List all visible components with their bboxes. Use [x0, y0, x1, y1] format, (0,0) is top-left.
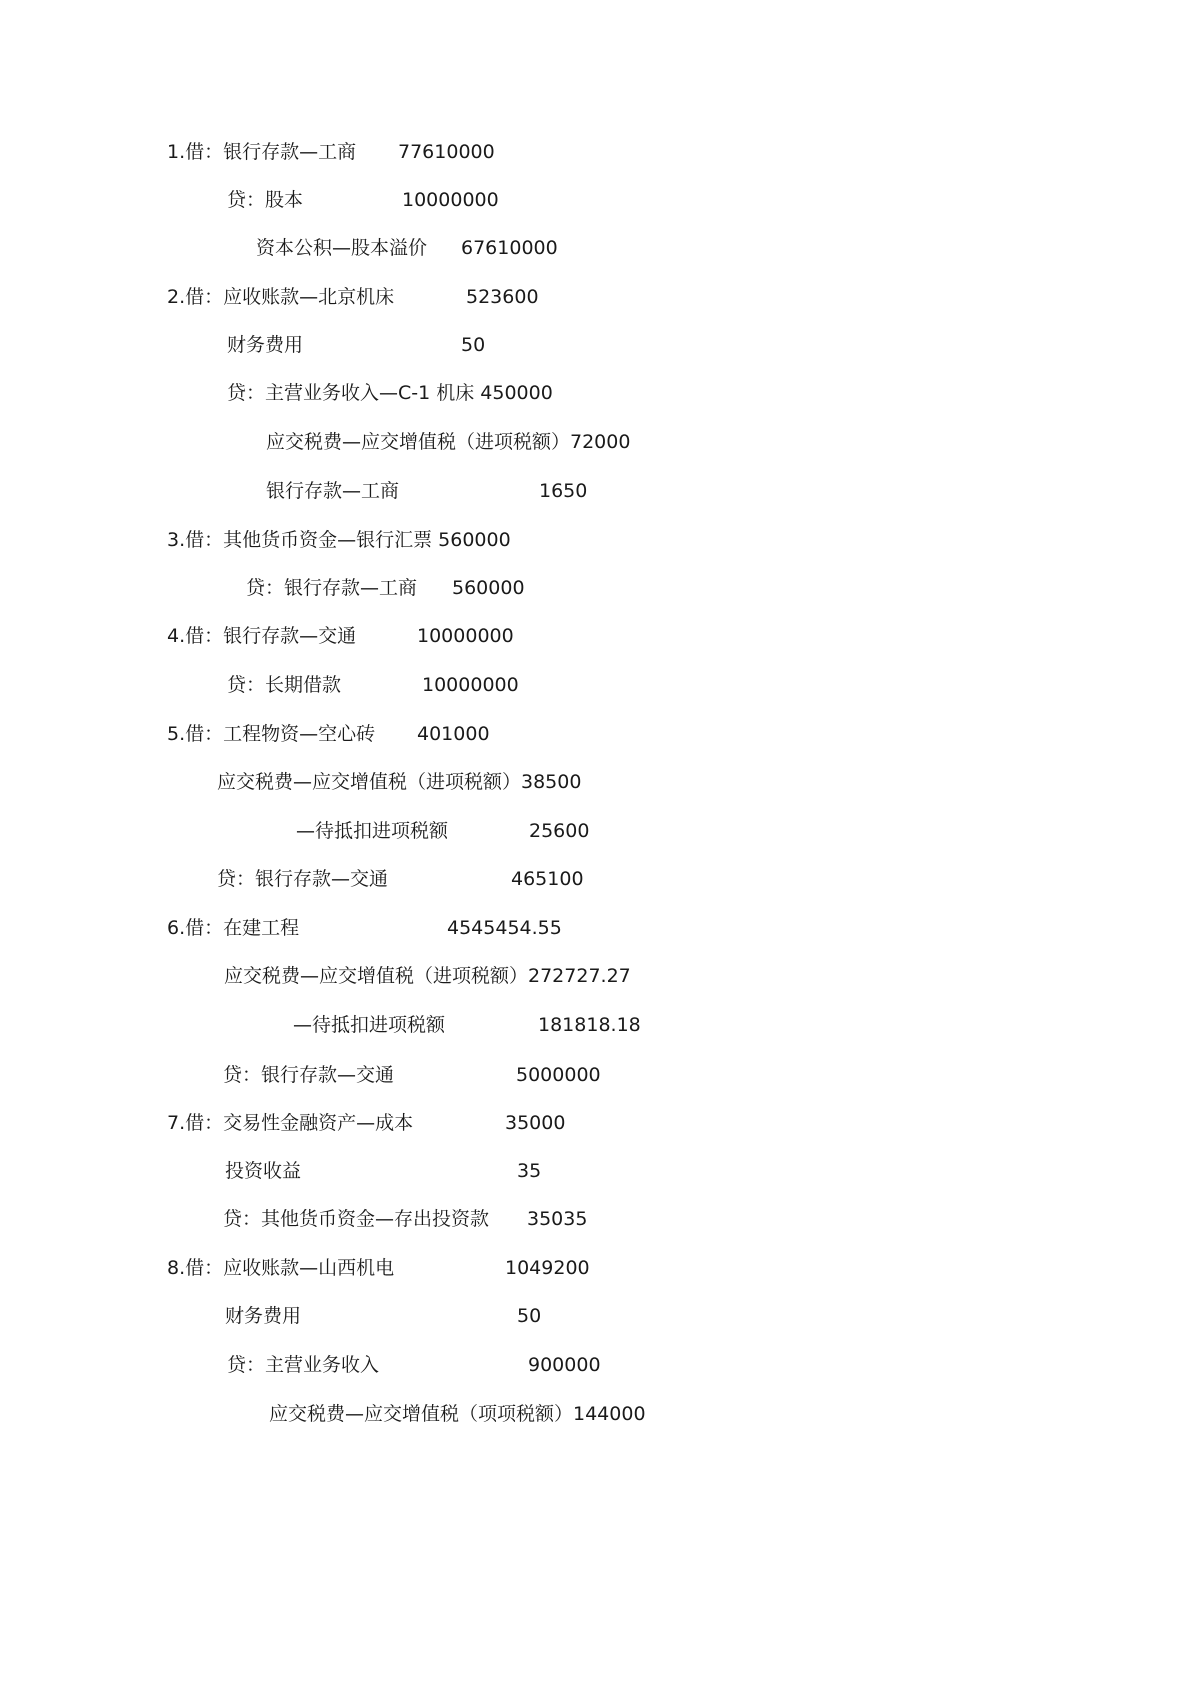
- entry-amount: 35035: [527, 1208, 588, 1230]
- entry-amount: 50: [517, 1305, 542, 1327]
- entry-label: 应交税费—应交增值税（进项税额）38500: [217, 771, 582, 793]
- entry-amount: 35: [517, 1160, 542, 1182]
- entry-label: 贷：股本: [227, 189, 304, 211]
- entry-label: 贷：主营业务收入: [227, 1354, 380, 1376]
- entry-amount: 77610000: [398, 141, 495, 163]
- entry-label: 财务费用: [225, 1305, 302, 1327]
- entry-label: —待抵扣进项税额: [296, 820, 449, 842]
- entry-label: 5.借：工程物资—空心砖: [167, 723, 376, 745]
- entry-label: 应交税费—应交增值税（进项税额）272727.27: [224, 965, 631, 987]
- entry-amount: 50: [461, 334, 486, 356]
- entry-label: 4.借：银行存款—交通: [167, 625, 357, 647]
- entry-amount: 10000000: [402, 189, 499, 211]
- entry-amount: 35000: [505, 1112, 566, 1134]
- entry-amount: 560000: [452, 577, 525, 599]
- entry-label: 财务费用: [227, 334, 304, 356]
- entry-label: 贷：银行存款—交通: [217, 868, 389, 890]
- entry-label: 7.借：交易性金融资产—成本: [167, 1112, 414, 1134]
- entry-amount: 465100: [511, 868, 584, 890]
- entry-label: 8.借：应收账款—山西机电: [167, 1257, 395, 1279]
- entry-label: 6.借：在建工程: [167, 917, 300, 939]
- entry-label: 贷：长期借款: [227, 674, 342, 696]
- entry-amount: 67610000: [461, 237, 558, 259]
- entry-amount: 10000000: [417, 625, 514, 647]
- entry-label: 应交税费—应交增值税（项项税额）144000: [269, 1403, 646, 1425]
- entry-label: 贷：银行存款—交通: [223, 1064, 395, 1086]
- entry-label: 应交税费—应交增值税（进项税额）72000: [266, 431, 631, 453]
- entry-amount: 5000000: [516, 1064, 601, 1086]
- entry-amount: 1650: [539, 480, 588, 502]
- entry-label: 1.借：银行存款—工商: [167, 141, 357, 163]
- entry-amount: 523600: [466, 286, 539, 308]
- entry-label: 贷：银行存款—工商: [246, 577, 418, 599]
- entry-amount: 181818.18: [538, 1014, 641, 1036]
- entry-label: —待抵扣进项税额: [293, 1014, 446, 1036]
- entry-amount: 401000: [417, 723, 490, 745]
- entry-label: 2.借：应收账款—北京机床: [167, 286, 395, 308]
- entry-label: 贷：其他货币资金—存出投资款: [223, 1208, 490, 1230]
- entry-label: 银行存款—工商: [266, 480, 400, 502]
- entry-amount: 1049200: [505, 1257, 590, 1279]
- entry-amount: 10000000: [422, 674, 519, 696]
- entry-label: 3.借：其他货币资金—银行汇票 560000: [167, 529, 511, 551]
- entry-amount: 25600: [529, 820, 590, 842]
- entry-amount: 4545454.55: [447, 917, 562, 939]
- entry-label: 资本公积—股本溢价: [256, 237, 428, 259]
- entry-label: 贷：主营业务收入—C-1 机床 450000: [227, 382, 553, 404]
- entry-label: 投资收益: [225, 1160, 302, 1182]
- entry-amount: 900000: [528, 1354, 601, 1376]
